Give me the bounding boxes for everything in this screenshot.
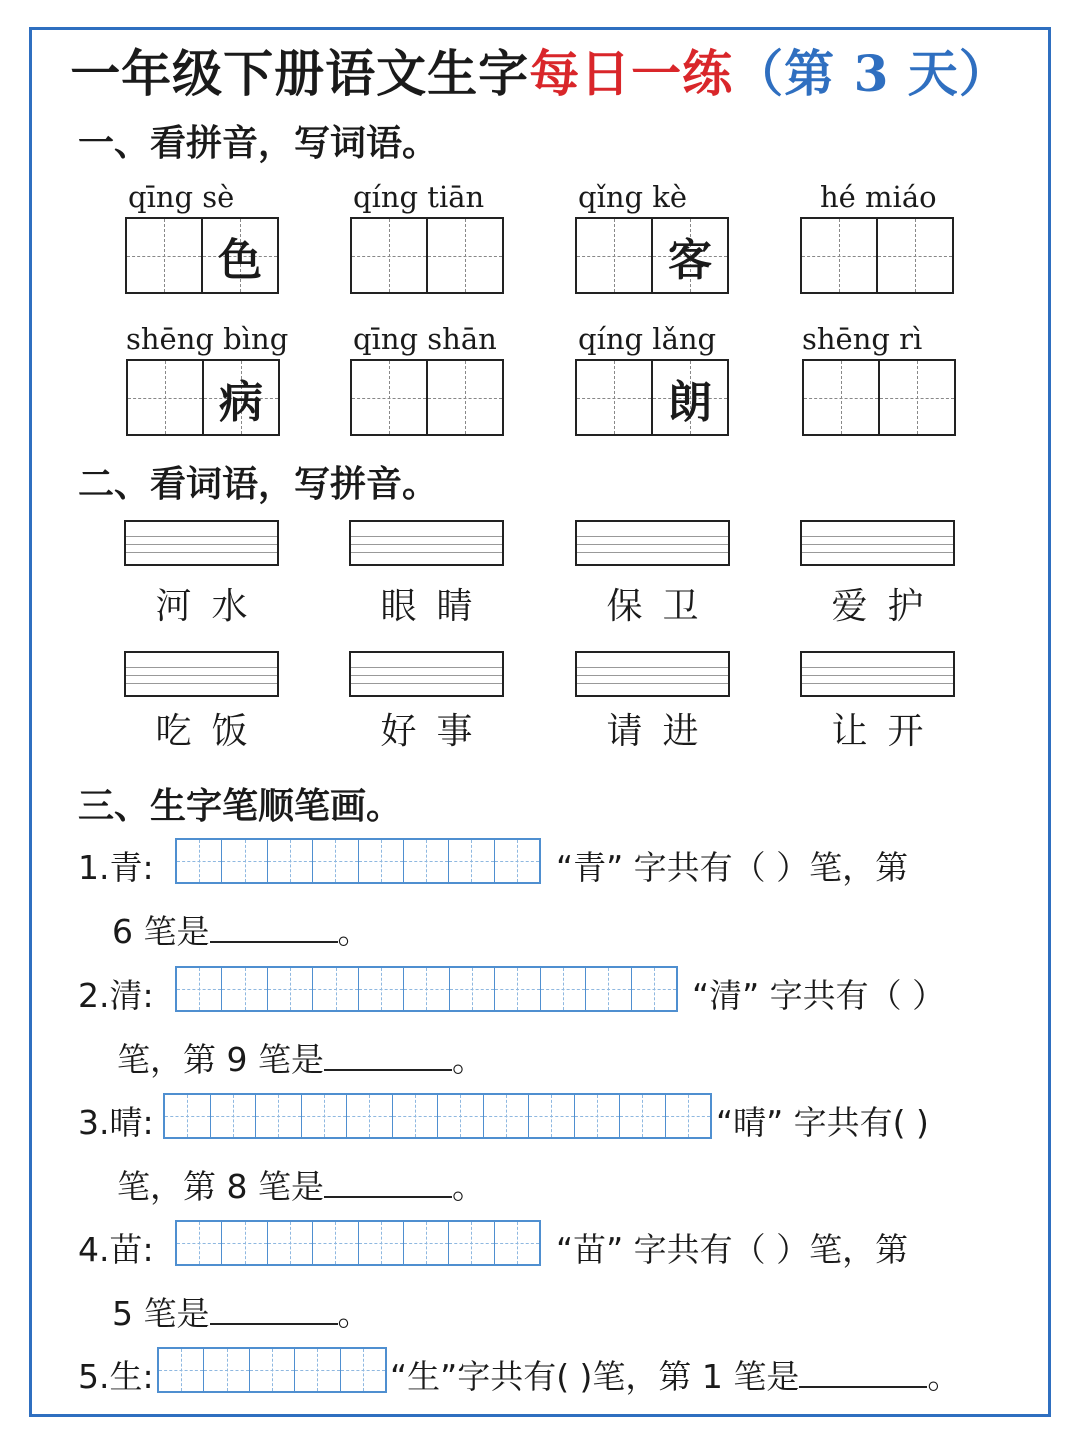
tianzige-cell[interactable] bbox=[352, 219, 426, 292]
pinyin-writing-lines[interactable] bbox=[800, 651, 955, 697]
tianzige-cell[interactable] bbox=[804, 361, 878, 434]
tianzige-box[interactable] bbox=[800, 217, 954, 294]
question-label: 5.生: bbox=[78, 1357, 154, 1396]
tianzige-cell[interactable] bbox=[876, 219, 952, 292]
word-label: 请进 bbox=[606, 711, 719, 752]
section1-heading: 一、看拼音，写词语。 bbox=[78, 122, 439, 164]
tianzige-cell[interactable] bbox=[577, 219, 651, 292]
word-label: 眼睛 bbox=[380, 586, 493, 627]
answer-blank[interactable] bbox=[210, 1297, 338, 1325]
tianzige-cell[interactable]: 朗 bbox=[651, 361, 727, 434]
tianzige-cell[interactable] bbox=[352, 361, 426, 434]
stroke-order-grid[interactable] bbox=[157, 1347, 387, 1393]
title-day: （第 3 天） bbox=[733, 44, 1010, 103]
tianzige-box[interactable] bbox=[575, 217, 729, 294]
answer-blank[interactable] bbox=[799, 1360, 927, 1388]
stroke-order-grid[interactable] bbox=[175, 1220, 541, 1266]
question-label: 3.晴: bbox=[78, 1103, 154, 1142]
pinyin-writing-lines[interactable] bbox=[349, 651, 504, 697]
pinyin-label: qīng sè bbox=[128, 180, 235, 214]
pinyin-writing-lines[interactable] bbox=[575, 651, 730, 697]
pinyin-writing-lines[interactable] bbox=[575, 520, 730, 566]
tianzige-cell[interactable] bbox=[128, 361, 202, 434]
tianzige-cell[interactable]: 病 bbox=[202, 361, 278, 434]
word-label: 好事 bbox=[380, 711, 493, 752]
tianzige-box[interactable] bbox=[575, 359, 729, 436]
stroke-order-grid[interactable] bbox=[175, 966, 678, 1012]
tianzige-cell[interactable] bbox=[577, 361, 651, 434]
tianzige-box[interactable] bbox=[802, 359, 956, 436]
pinyin-label: hé miáo bbox=[820, 180, 937, 214]
question-label: 2.清: bbox=[78, 976, 154, 1015]
stroke-order-grid[interactable] bbox=[175, 838, 541, 884]
pinyin-writing-lines[interactable] bbox=[124, 520, 279, 566]
tianzige-box[interactable] bbox=[350, 217, 504, 294]
tianzige-cell[interactable] bbox=[127, 219, 201, 292]
tianzige-cell[interactable] bbox=[426, 361, 502, 434]
question-line2: 笔，第 9 笔是 。 bbox=[117, 1040, 485, 1079]
tianzige-box[interactable] bbox=[350, 359, 504, 436]
section3-heading: 三、生字笔顺笔画。 bbox=[78, 785, 403, 827]
tianzige-cell[interactable] bbox=[802, 219, 876, 292]
question-text: “生”字共有( )笔，第 1 笔是 。 bbox=[390, 1357, 961, 1396]
question-text: “苗” 字共有（ ）笔，第 bbox=[556, 1230, 909, 1269]
tianzige-cell[interactable] bbox=[426, 219, 502, 292]
pinyin-writing-lines[interactable] bbox=[349, 520, 504, 566]
word-label: 河水 bbox=[155, 586, 268, 627]
word-label: 保卫 bbox=[606, 586, 719, 627]
answer-blank[interactable] bbox=[210, 915, 338, 943]
question-line2: 笔，第 8 笔是 。 bbox=[117, 1167, 485, 1206]
pinyin-label: shēng bìng bbox=[126, 322, 289, 356]
answer-blank[interactable] bbox=[324, 1043, 452, 1071]
pinyin-label: qīng shān bbox=[353, 322, 497, 356]
question-line2: 5 笔是 。 bbox=[112, 1294, 371, 1333]
tianzige-cell[interactable]: 色 bbox=[201, 219, 277, 292]
title-highlight: 每日一练 bbox=[529, 44, 734, 103]
word-label: 吃饭 bbox=[155, 711, 268, 752]
tianzige-cell[interactable] bbox=[878, 361, 954, 434]
answer-blank[interactable] bbox=[324, 1170, 452, 1198]
pinyin-writing-lines[interactable] bbox=[124, 651, 279, 697]
stroke-order-grid[interactable] bbox=[163, 1093, 712, 1139]
question-text: “清” 字共有（ ） bbox=[692, 976, 946, 1015]
tianzige-cell[interactable]: 客 bbox=[651, 219, 727, 292]
word-label: 让开 bbox=[831, 711, 944, 752]
pinyin-writing-lines[interactable] bbox=[800, 520, 955, 566]
pinyin-label: qíng tiān bbox=[353, 180, 485, 214]
question-label: 1.青: bbox=[78, 848, 154, 887]
question-line2: 6 笔是 。 bbox=[112, 912, 371, 951]
section2-heading: 二、看词语，写拼音。 bbox=[78, 463, 439, 505]
word-label: 爱护 bbox=[831, 586, 944, 627]
pinyin-label: shēng rì bbox=[802, 322, 923, 356]
tianzige-box[interactable] bbox=[126, 359, 280, 436]
page-title: 一年级下册语文生字每日一练（第 3 天） bbox=[70, 44, 1010, 103]
pinyin-label: qǐng kè bbox=[578, 180, 688, 214]
pinyin-label: qíng lǎng bbox=[578, 322, 717, 356]
question-label: 4.苗: bbox=[78, 1230, 154, 1269]
question-text: “晴” 字共有( ) bbox=[716, 1103, 929, 1142]
tianzige-box[interactable] bbox=[125, 217, 279, 294]
question-text: “青” 字共有（ ）笔，第 bbox=[556, 848, 909, 887]
